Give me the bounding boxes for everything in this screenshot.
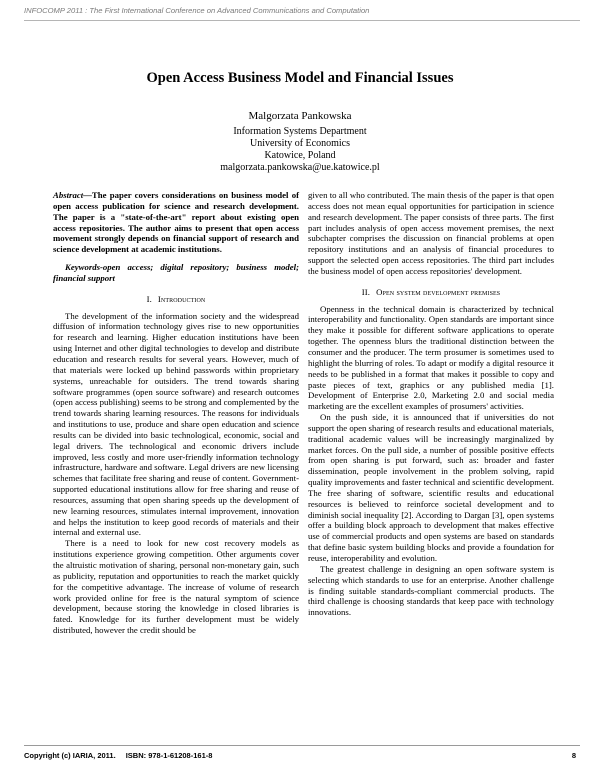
section-number: I. [146, 293, 152, 304]
intro-paragraph-2: There is a need to look for new cost recovery models as institutions experience growing competition. Other arguments cover the altruistic motivation of sharing, personal non-monetary gain, such as publicity, reputation and opportunities to reach the market quickly for the competitive advantage. The increase of volume of research work provided online for free is the natural symptom of science development, because storing the knowledge in closed libraries is fated. Knowledge for its further development must be widely distributed, however the credit should be [53, 538, 299, 636]
keywords: Keywords-open access; digital repository; business model; financial support [53, 262, 299, 283]
intro-paragraph-1: The development of the information society and the widespread diffusion of information technology gives rise to new opportunities for research and learning. Higher education institutions have been using Internet and other digital technologies to develop and distribute education and research results for several years. However, much of that materials were locked up behind passwords within proprietary systems, unreachable for outsiders. The trend towards sharing software programmes (open source software) and research outcomes (open access publishing) seems to be strong and complemented by the trend towards sharing learning resources. The reasons for individuals and institutions to use, produce and share open education and science results can be divided into basic technological, economic, social and legal drivers. The technological and economic drivers include improved, less costly and more user-friendly information technology infrastructure, hardware and software. Legal drivers are new licensing schemes that facilitate free sharing and reuse of content. Government-supported educational institutions allow for free sharing and reuse of resources, assuming that open sharing speeds up the development of new learning resources, stimulates internal improvement, innovation and helps the institution to keep good records of materials and their internal and external use. [53, 310, 299, 538]
header-rule [24, 20, 580, 21]
isbn-text: ISBN: 978-1-61208-161-8 [125, 751, 213, 760]
abstract-label: Abstract [53, 190, 84, 200]
open-systems-paragraph-2: On the push side, it is announced that if universities do not support the open sharing of research results and educational materials, traditional academic values will be increasingly marginalized by market forces. On the pull side, a number of possible positive effects from open sharing is put forward, such as: broader and faster dissemination, people involvement in the problem solving, rapid quality improvements and faster technical and scientific development. The free sharing of software, scientific results and educational resources is believed to reinforce societal development and to diminish social inequality [2]. According to Dargan [3], open systems offer a building block approach to development that makes effective use of commercial products and open systems are based on standards that define basic system building blocks and provide a foundation for reuse, interoperability and evolution. [308, 412, 554, 563]
footer-copyright [24, 751, 212, 760]
abstract [53, 190, 299, 255]
left-column [53, 190, 299, 636]
author-block [0, 110, 600, 174]
section-heading-open-systems [308, 287, 554, 298]
abstract-text: —The paper covers considerations on business model of open access publication for science and research development. The paper is a "state-of-the-art" report about existing open access repositories. The author aims to present that open access movement strongly depends on financial support of research and science development at academic institutions. [53, 190, 299, 255]
running-header: INFOCOMP 2011 : The First International Conference on Advanced Communications and Computation [24, 6, 370, 15]
right-column [308, 190, 554, 618]
page-number: 8 [571, 751, 576, 760]
open-systems-paragraph-3: The greatest challenge in designing an open software system is selecting which standards to use for an enterprise. Another challenge is finding suitable standards-compliant commercial products. The third challenge is choosing standards that keep pace with technology innovations. [308, 563, 554, 618]
footer-rule [24, 745, 580, 746]
author-name: Malgorzata Pankowska [248, 110, 352, 122]
author-location: Katowice, Poland [264, 150, 336, 162]
section-title: Open system development premises [376, 286, 501, 297]
author-university: University of Economics [250, 138, 350, 150]
open-systems-paragraph-1: Openness in the technical domain is characterized by technical interoperability and functionality. Open standards are important since they make it possible for different software applications to operate together. The openness blurs the traditional distinction between the consumer and the producer. The term prosumer is sometimes used to highlight the blurring of roles. To adapt or modify a digital resource it needs to be published in a format that makes it possible to copy and paste pieces of text, graphics or any published media [1]. Development of Enterprise 2.0, Marketing 2.0 and social media marketing are the excellent examples of prosumers' activities. [308, 303, 554, 412]
copyright-text: Copyright (c) IARIA, 2011. [24, 751, 116, 760]
section-heading-introduction [53, 294, 299, 305]
author-department: Information Systems Department [233, 126, 367, 138]
intro-continuation: given to all who contributed. The main thesis of the paper is that open access does not mean equal opportunities for participation in science and research development. The paper consists of three parts. The first part includes analysis of open access movement premises, the next subchapter comprises the discussion on financial problems at open repository institutions and an analysis of financial procedures to support the selected open access repositories. The third part includes the business model of open access repositories' development. [308, 190, 554, 276]
author-email: malgorzata.pankowska@ue.katowice.pl [220, 162, 380, 174]
section-title: Introduction [157, 293, 206, 304]
section-number: II. [361, 286, 371, 297]
paper-title: Open Access Business Model and Financial Issues [146, 70, 454, 86]
